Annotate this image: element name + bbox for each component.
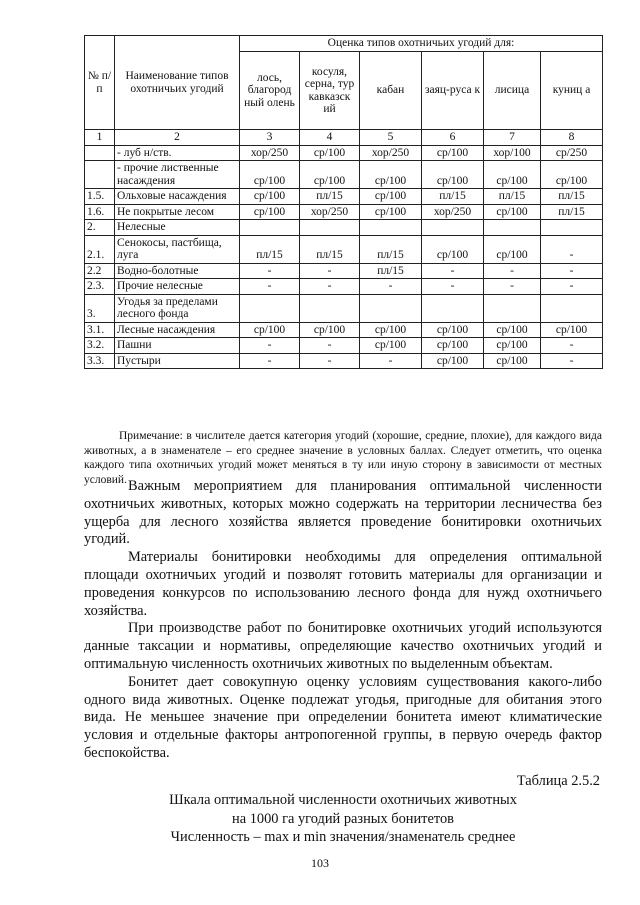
row-name: - прочие лиственные насаждения (115, 161, 240, 189)
table-cell: пл/15 (240, 235, 300, 263)
row-name: Не покрытые лесом (115, 204, 240, 220)
table-cell: ср/100 (240, 161, 300, 189)
table-cell: ср/100 (240, 204, 300, 220)
table-cell: - (541, 353, 603, 369)
table-cell: хор/250 (422, 204, 484, 220)
row-number: 3.2. (85, 338, 115, 354)
table-cell: - (422, 263, 484, 279)
row-number (85, 161, 115, 189)
column-number: 1 (85, 130, 115, 146)
row-name: Ольховые насаждения (115, 189, 240, 205)
table-cell: ср/100 (360, 338, 422, 354)
table-cell: ср/100 (541, 161, 603, 189)
table-cell: хор/250 (360, 145, 422, 161)
row-name: Пустыри (115, 353, 240, 369)
row-number: 3. (85, 294, 115, 322)
table-cell: - (484, 263, 541, 279)
column-number: 4 (300, 130, 360, 146)
table-cell (541, 220, 603, 236)
table-cell (240, 294, 300, 322)
table-cell: ср/100 (300, 145, 360, 161)
caption-line: Численность – max и min значения/знаменатель среднее (170, 829, 516, 845)
row-name: Водно-болотные (115, 263, 240, 279)
row-number: 2. (85, 220, 115, 236)
row-number: 2.2 (85, 263, 115, 279)
caption-line: на 1000 га угодий разных бонитетов (232, 810, 454, 827)
table-cell: - (541, 338, 603, 354)
table-cell: ср/250 (541, 145, 603, 161)
table-cell: ср/100 (484, 235, 541, 263)
paragraph: Бонитет дает совокупную оценку условиям существования какого-либо одного вида животных. Оценке подлежат угодья, пригодные для обитания этого вида. Не меньшее значение при определении бонитета имеют климатические условия и отдельные факторы антропогенной группы, в первую очередь фактор беспокойства. (84, 673, 602, 761)
column-number: 3 (240, 130, 300, 146)
table-cell: ср/100 (300, 322, 360, 338)
table-cell: - (541, 279, 603, 295)
table-cell: ср/100 (484, 161, 541, 189)
row-number: 1.6. (85, 204, 115, 220)
header-animal: заяц-руса к (422, 52, 484, 130)
table-cell: - (360, 279, 422, 295)
table-cell: пл/15 (360, 263, 422, 279)
table-cell: - (360, 353, 422, 369)
table-cell: - (541, 263, 603, 279)
table-row (85, 161, 603, 189)
table-cell: ср/100 (422, 161, 484, 189)
row-number (85, 145, 115, 161)
row-name: Угодья за пределами лесного фонда (115, 294, 240, 322)
table-cell (360, 220, 422, 236)
header-group: Оценка типов охотничьих угодий для: (240, 36, 603, 52)
table-body (85, 145, 603, 369)
table-cell: ср/100 (484, 353, 541, 369)
header-animal: кабан (360, 52, 422, 130)
header-animal: лось, благород ный олень (240, 52, 300, 130)
next-table-label: Таблица 2.5.2 (516, 773, 600, 789)
table-cell: ср/100 (360, 161, 422, 189)
row-number: 3.3. (85, 353, 115, 369)
table-row (85, 279, 603, 295)
table-cell (300, 220, 360, 236)
table-cell: - (300, 353, 360, 369)
row-name: Нелесные (115, 220, 240, 236)
table-cell: - (541, 235, 603, 263)
header-animal: лисица (484, 52, 541, 130)
table-cell: ср/100 (360, 322, 422, 338)
table-cell (422, 294, 484, 322)
table-cell: хор/100 (484, 145, 541, 161)
table-cell: - (300, 279, 360, 295)
paragraph: Важным мероприятием для планирования оптимальной численности охотничьих животных, которых можно содержать на территории лесничества без ущерба для лесного хозяйства является проведение бонитировки охотничьих угодий. (84, 478, 602, 548)
table-cell: - (240, 338, 300, 354)
table-cell: ср/100 (422, 322, 484, 338)
column-number-row (85, 130, 603, 146)
table-cell (300, 294, 360, 322)
table-note: Примечание: в числителе дается категория угодий (хорошие, средние, плохие), для каждого вида животных, а в знаменателе – его среднее значение в условных баллах. Следует отметить, что оценка каждого типа охотничьих угодий может меняться в ту или иную сторону в зависимости от местных условий. (84, 430, 602, 486)
paragraph: Материалы бонитировки необходимы для определения оптимальной площади охотничьих угодий и позволят готовить материалы для организации и проведения конкурсов по использованию лесного фонда для нужд охотничьего хозяйства. (84, 549, 602, 619)
table-cell: - (422, 279, 484, 295)
row-number: 3.1. (85, 322, 115, 338)
row-name: Прочие нелесные (115, 279, 240, 295)
table-cell: ср/100 (484, 338, 541, 354)
table-cell: пл/15 (484, 189, 541, 205)
table-row (85, 204, 603, 220)
row-number: 1.5. (85, 189, 115, 205)
next-table-caption (84, 791, 602, 847)
table-row (85, 294, 603, 322)
caption-line: Шкала оптимальной численности охотничьих животных (169, 792, 517, 808)
table-row (85, 338, 603, 354)
table-cell: ср/100 (360, 204, 422, 220)
body-text (84, 478, 602, 763)
row-name: Пашни (115, 338, 240, 354)
table-row (85, 322, 603, 338)
table-cell: ср/100 (541, 322, 603, 338)
table-cell: ср/100 (422, 338, 484, 354)
hunting-grounds-table (84, 35, 603, 369)
table-cell: ср/100 (484, 322, 541, 338)
table-cell: хор/250 (300, 204, 360, 220)
row-name: Лесные насаждения (115, 322, 240, 338)
table-cell (240, 220, 300, 236)
table-cell: - (484, 279, 541, 295)
table-cell: ср/100 (360, 189, 422, 205)
row-number: 2.1. (85, 235, 115, 263)
table-cell (422, 220, 484, 236)
table-cell: ср/100 (240, 322, 300, 338)
row-name: Сенокосы, пастбища, луга (115, 235, 240, 263)
table-cell: ср/100 (422, 353, 484, 369)
column-number: 7 (484, 130, 541, 146)
table-cell (484, 220, 541, 236)
table-cell (541, 294, 603, 322)
column-number: 2 (115, 130, 240, 146)
table-row (85, 353, 603, 369)
table-row (85, 220, 603, 236)
table-cell (360, 294, 422, 322)
table-cell: пл/15 (360, 235, 422, 263)
table-cell: - (300, 263, 360, 279)
table-cell: - (240, 263, 300, 279)
table-row (85, 189, 603, 205)
column-number: 8 (541, 130, 603, 146)
table-row (85, 235, 603, 263)
column-number: 5 (360, 130, 422, 146)
table-cell: пл/15 (541, 189, 603, 205)
table-cell: ср/100 (484, 204, 541, 220)
row-number: 2.3. (85, 279, 115, 295)
header-animal: куниц а (541, 52, 603, 130)
column-number: 6 (422, 130, 484, 146)
table-row (85, 263, 603, 279)
header-name: Наименование типов охотничьих угодий (115, 36, 240, 130)
header-animal: косуля, серна, тур кавказск ий (300, 52, 360, 130)
table-cell: ср/100 (300, 161, 360, 189)
paragraph: При производстве работ по бонитировке охотничьих угодий используются данные таксации и нормативы, определяющие качество охотничьих угодий и оптимальную численность охотничьих животных по выделенным объектам. (84, 620, 602, 672)
table-cell: ср/100 (422, 145, 484, 161)
table-cell: пл/15 (300, 189, 360, 205)
table-cell: - (240, 279, 300, 295)
table-cell: пл/15 (541, 204, 603, 220)
table-cell: хор/250 (240, 145, 300, 161)
row-name: - луб н/ств. (115, 145, 240, 161)
header-num: № п/п (85, 36, 115, 130)
table-cell: - (240, 353, 300, 369)
page-number: 103 (311, 856, 329, 870)
table-cell: ср/100 (240, 189, 300, 205)
table-cell: - (300, 338, 360, 354)
table-cell (484, 294, 541, 322)
table-cell: ср/100 (422, 235, 484, 263)
table-cell: пл/15 (422, 189, 484, 205)
table-cell: пл/15 (300, 235, 360, 263)
table-row (85, 145, 603, 161)
